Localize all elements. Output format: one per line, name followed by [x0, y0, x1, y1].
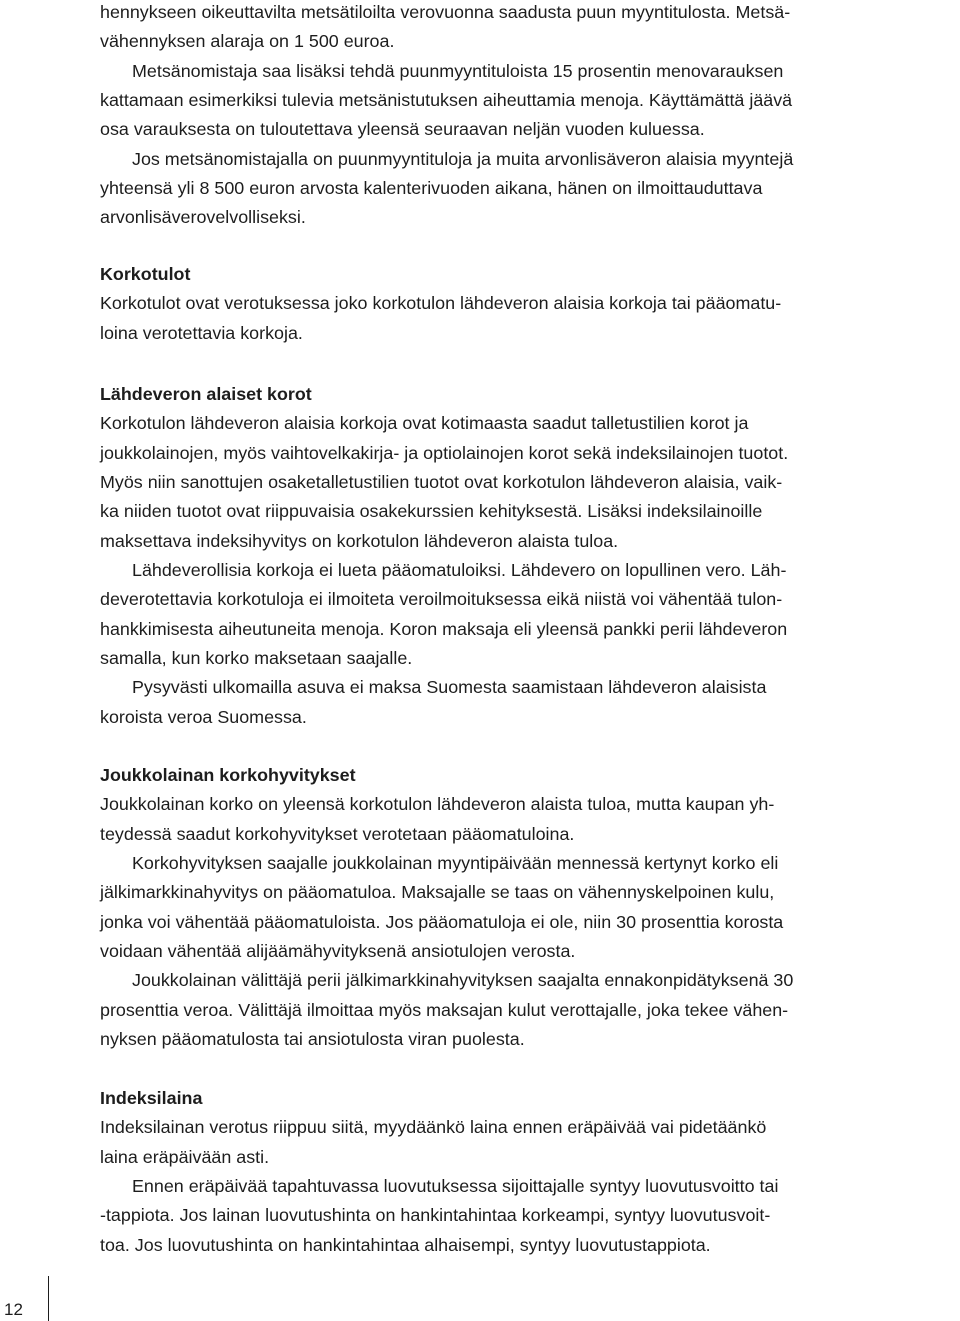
section-heading-korkotulot: Korkotulot: [100, 264, 191, 284]
paragraph-line: Myös niin sanottujen osaketalletustilien tuotot ovat korkotulon lähdeveron alaisia, vaik-: [100, 472, 783, 493]
korkotulot-section: [100, 260, 956, 348]
intro-section: [100, 0, 956, 233]
paragraph-line: Korkotulon lähdeveron alaisia korkoja ovat kotimaasta saadut talletustilien korot ja: [100, 413, 749, 434]
paragraph-line: Korkotulot ovat verotuksessa joko korkotulon lähdeveron alaisia korkoja tai pääomatu-: [100, 293, 782, 314]
paragraph-line: Jos metsänomistajalla on puunmyyntituloja ja muita arvonlisäveron alaisia myyntejä: [132, 148, 794, 169]
paragraph-line: toa. Jos luovutushinta on hankintahintaa alhaisempi, syntyy luovutustappiota.: [100, 1234, 711, 1255]
paragraph-line: arvonlisäverovelvolliseksi.: [100, 207, 306, 228]
indeksilaina-section: [100, 1084, 956, 1260]
paragraph-line: Ennen eräpäivää tapahtuvassa luovutuksessa sijoittajalle syntyy luovutusvoitto tai: [132, 1176, 779, 1197]
paragraph-line: Joukkolainan korko on yleensä korkotulon lähdeveron alaista tuloa, mutta kaupan yh-: [100, 794, 775, 815]
paragraph-line: Lähdeverollisia korkoja ei lueta pääomatuloiksi. Lähdevero on lopullinen vero. Läh-: [132, 560, 787, 581]
section-heading-indeksilaina: Indeksilaina: [100, 1088, 203, 1108]
paragraph-line: Korkohyvityksen saajalle joukkolainan myyntipäivään mennessä kertynyt korko eli: [132, 853, 779, 874]
paragraph-line: Joukkolainan välittäjä perii jälkimarkkinahyvityksen saajalta ennakonpidätyksenä 30: [132, 970, 794, 991]
paragraph-line: maksettava indeksihyvitys on korkotulon lähdeveron alaista tuloa.: [100, 530, 619, 551]
paragraph-line: jonka voi vähentää pääomatuloista. Jos pääomatuloja ei ole, niin 30 prosenttia korosta: [100, 911, 784, 932]
paragraph-line: joukkolainojen, myös vaihtovelkakirja- ja optiolainojen korot sekä indeksilainojen tuotot.: [100, 442, 789, 463]
paragraph-line: deverotettavia korkotuloja ei ilmoiteta veroilmoituksessa eikä niistä voi vähentää tulon-: [100, 589, 783, 610]
lahdevero-section: [100, 380, 956, 732]
paragraph-line: hennykseen oikeuttavilta metsätiloilta verovuonna saadusta puun myyntitulosta. Metsä-: [100, 2, 791, 22]
section-heading-lahdevero: Lähdeveron alaiset korot: [100, 384, 312, 404]
section-heading-joukkolainan: Joukkolainan korkohyvitykset: [100, 765, 356, 785]
paragraph-line: Pysyvästi ulkomailla asuva ei maksa Suomesta saamistaan lähdeveron alaisista: [132, 677, 767, 698]
margin-rule: [48, 1276, 49, 1321]
paragraph-line: teydessä saadut korkohyvitykset verotetaan pääomatuloina.: [100, 823, 575, 844]
paragraph-line: yhteensä yli 8 500 euron arvosta kalenterivuoden aikana, hänen on ilmoittauduttava: [100, 178, 763, 199]
paragraph-line: loina verotettavia korkoja.: [100, 322, 303, 343]
paragraph-line: laina eräpäivään asti.: [100, 1146, 270, 1167]
paragraph-line: ka niiden tuotot ovat riippuvaisia osakekurssien kehityksestä. Lisäksi indeksilainoille: [100, 501, 763, 522]
paragraph-line: jälkimarkkinahyvitys on pääomatuloa. Maksajalle se taas on vähennyskelpoinen kulu,: [100, 882, 775, 903]
paragraph-line: hankkimisesta aiheutuneita menoja. Koron maksaja eli yleensä pankki perii lähdeveron: [100, 618, 788, 639]
paragraph-line: prosenttia veroa. Välittäjä ilmoittaa myös maksajan kulut verottajalle, joka tekee vähen-: [100, 999, 789, 1020]
paragraph-line: -tappiota. Jos lainan luovutushinta on hankintahintaa korkeampi, syntyy luovutusvoit-: [100, 1205, 771, 1226]
paragraph-line: nyksen pääomatulosta tai ansiotulosta viran puolesta.: [100, 1029, 525, 1050]
paragraph-line: vähennyksen alaraja on 1 500 euroa.: [100, 31, 395, 52]
paragraph-line: voidaan vähentää alijäämähyvityksenä ansiotulojen verosta.: [100, 941, 576, 962]
paragraph-line: Indeksilainan verotus riippuu siitä, myydäänkö laina ennen eräpäivää vai pidetäänkö: [100, 1117, 767, 1138]
joukkolainan-section: [100, 761, 956, 1054]
paragraph-line: samalla, kun korko maksetaan saajalle.: [100, 648, 413, 669]
paragraph-line: kattamaan esimerkiksi tulevia metsänistutuksen aiheuttamia menoja. Käyttämättä jäävä: [100, 90, 793, 111]
page-number: 12: [4, 1300, 23, 1319]
paragraph-line: Metsänomistaja saa lisäksi tehdä puunmyyntituloista 15 prosentin menovarauksen: [132, 60, 784, 81]
paragraph-line: koroista veroa Suomessa.: [100, 706, 307, 727]
paragraph-line: osa varauksesta on tuloutettava yleensä seuraavan neljän vuoden kuluessa.: [100, 119, 705, 140]
